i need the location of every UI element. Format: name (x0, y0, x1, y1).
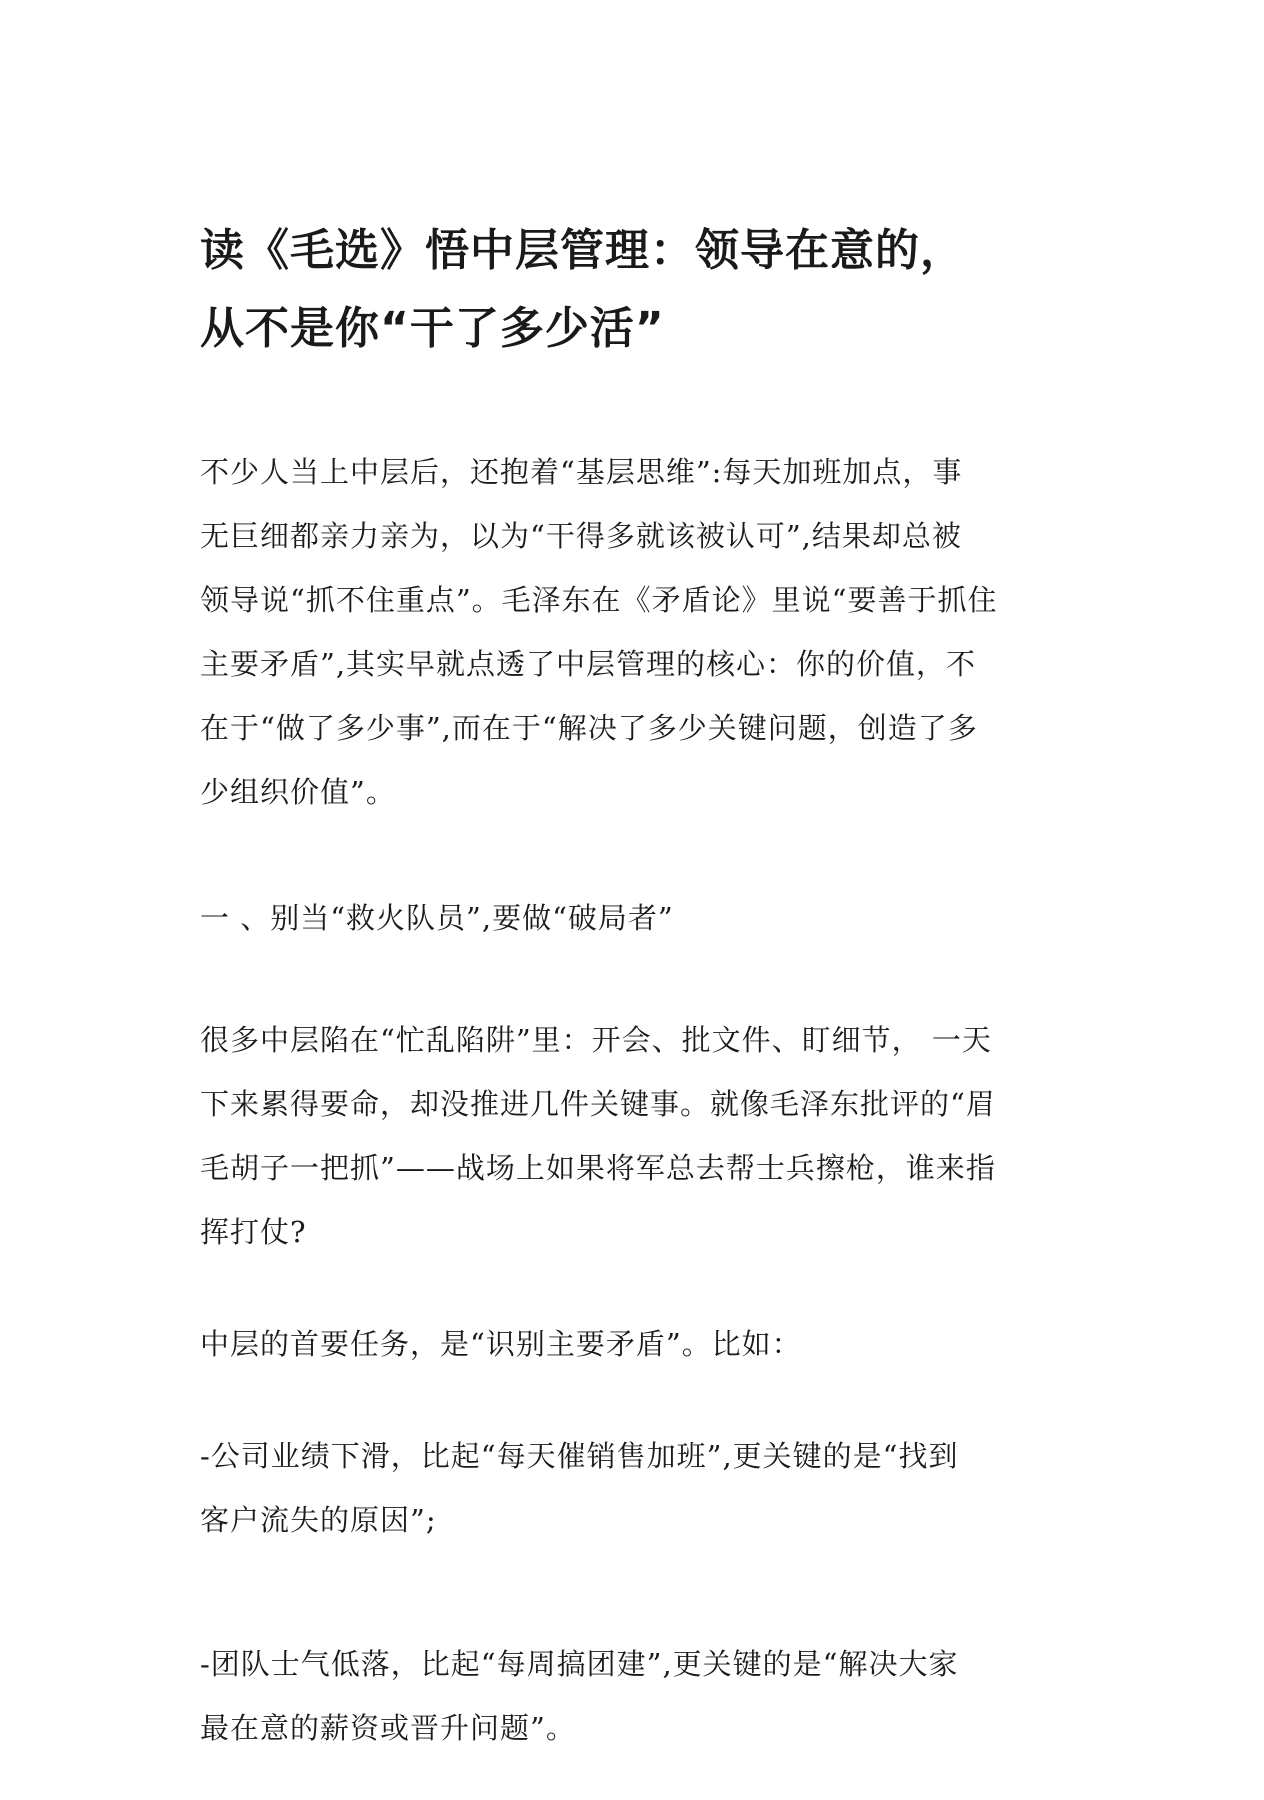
body-paragraph (200, 1312, 1060, 1376)
text-line: 很多中层陷在“忙乱陷阱”里：开会、批文件、盯细节， 一天 (200, 1023, 992, 1057)
body-paragraph (200, 1008, 1060, 1264)
text-line: 毛胡子一把抓”——战场上如果将军总去帮士兵擦枪，谁来指 (200, 1151, 996, 1185)
text-line: -公司业绩下滑，比起“每天催销售加班”,更关键的是“找到 (200, 1439, 959, 1473)
intro-paragraph (200, 440, 1060, 824)
title-line: 读《毛选》悟中层管理：领导在意的， (200, 225, 965, 276)
spacer (200, 1264, 1060, 1312)
text-line: 少组织价值”。 (200, 775, 396, 809)
text-line: 挥打仗? (200, 1215, 307, 1249)
spacer (200, 950, 1060, 1008)
text-line: 无巨细都亲力亲为，以为“干得多就该被认可”,结果却总被 (200, 519, 962, 553)
text-line: 下来累得要命，却没推进几件关键事。就像毛泽东批评的“眉 (200, 1087, 996, 1121)
text-line: 客户流失的原因”; (200, 1503, 437, 1537)
spacer (200, 1552, 1060, 1632)
text-line: 不少人当上中层后，还抱着“基层思维”:每天加班加点，事 (200, 455, 963, 489)
text-line: 在于“做了多少事”,而在于“解决了多少关键问题，创造了多 (200, 711, 978, 745)
spacer (200, 824, 1060, 886)
text-line: 中层的首要任务，是“识别主要矛盾”。比如： (200, 1327, 802, 1361)
text-line: -团队士气低落，比起“每周搞团建”,更关键的是“解决大家 (200, 1647, 959, 1681)
section-heading (200, 886, 1060, 950)
bullet-item (200, 1424, 1060, 1552)
article-title (200, 212, 1060, 368)
text-line: 最在意的薪资或晋升问题”。 (200, 1711, 576, 1745)
title-line: 从不是你“干了多少活” (200, 303, 665, 354)
text-line: 领导说“抓不住重点”。毛泽东在《矛盾论》里说“要善于抓住 (200, 583, 998, 617)
text-line: 主要矛盾”,其实早就点透了中层管理的核心：你的价值，不 (200, 647, 977, 681)
article-body (200, 212, 1060, 1760)
section-heading-text: 一 、别当“救火队员”,要做“破局者” (200, 901, 674, 935)
spacer (200, 1376, 1060, 1424)
bullet-item (200, 1632, 1060, 1760)
